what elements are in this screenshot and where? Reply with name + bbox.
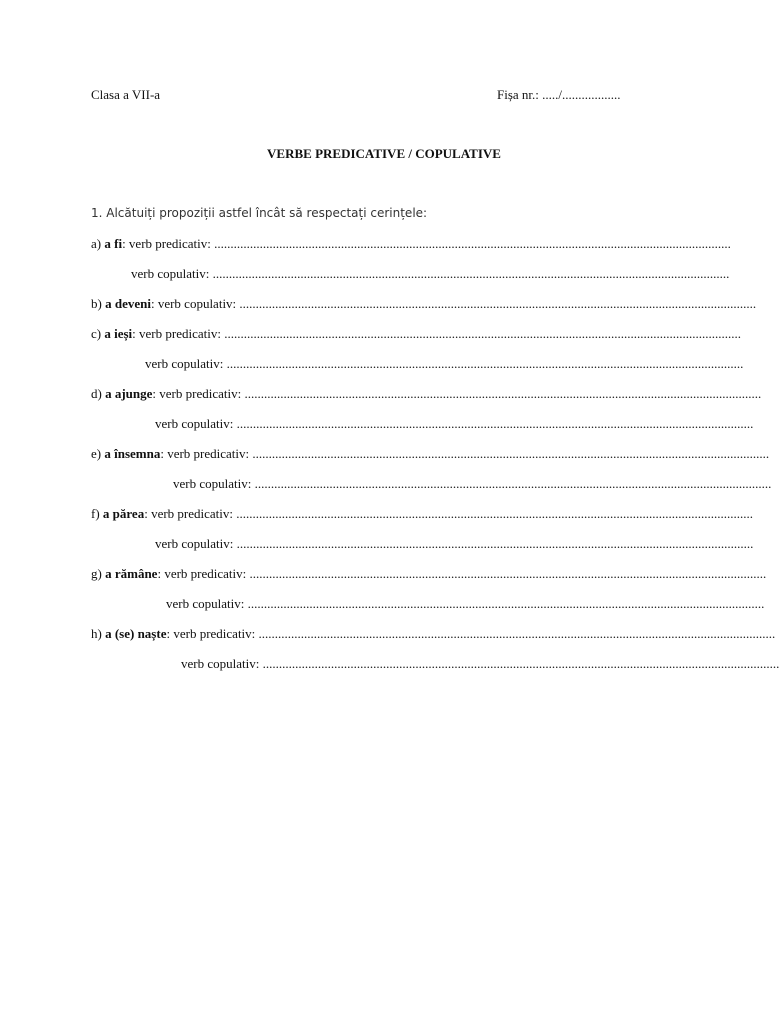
line-label: verb copulativ: bbox=[145, 356, 227, 371]
exercise-instruction: 1. Alcătuiți propoziții astfel încât să respectați cerințele: bbox=[91, 206, 428, 220]
line-label: : verb predicativ: bbox=[160, 446, 253, 461]
line-label: : verb predicativ: bbox=[152, 386, 245, 401]
item-prefix: c) bbox=[91, 326, 105, 341]
answer-dots: ............................................................................................................................................................... bbox=[214, 236, 731, 251]
answer-dots: ............................................................................................................................................................... bbox=[239, 296, 757, 311]
answer-dots: ............................................................................................................................................................... bbox=[236, 416, 754, 431]
sheet-number-label: Fișa nr.: ...../.................. bbox=[497, 87, 621, 102]
answer-line-c-predicativ[interactable] bbox=[91, 326, 741, 342]
item-prefix: g) bbox=[91, 566, 106, 581]
answer-dots: ............................................................................................................................................................... bbox=[254, 476, 772, 491]
answer-dots: ............................................................................................................................................................... bbox=[236, 536, 754, 551]
verb-name: a rămâne bbox=[105, 566, 158, 581]
answer-line-a-predicativ[interactable] bbox=[91, 236, 731, 252]
answer-line-h-copulativ[interactable] bbox=[181, 656, 779, 672]
answer-line-g-copulativ[interactable] bbox=[166, 596, 765, 612]
verb-name: a însemna bbox=[104, 446, 161, 461]
line-label: : verb predicativ: bbox=[144, 506, 237, 521]
answer-dots: ............................................................................................................................................................... bbox=[258, 626, 776, 641]
line-label: : verb predicativ: bbox=[122, 236, 215, 251]
line-label: : verb predicativ: bbox=[166, 626, 259, 641]
answer-dots: ............................................................................................................................................................... bbox=[244, 386, 762, 401]
answer-line-e-copulativ[interactable] bbox=[173, 476, 772, 492]
answer-dots: ............................................................................................................................................................... bbox=[249, 566, 767, 581]
line-label: : verb copulativ: bbox=[150, 296, 240, 311]
class-label: Clasa a VII-a bbox=[91, 87, 161, 102]
item-prefix: d) bbox=[91, 386, 106, 401]
verb-name: a ieși bbox=[104, 326, 133, 341]
item-prefix: e) bbox=[91, 446, 105, 461]
line-label: : verb predicativ: bbox=[132, 326, 225, 341]
answer-line-g-predicativ[interactable] bbox=[91, 566, 767, 582]
line-label: verb copulativ: bbox=[181, 656, 263, 671]
line-label: verb copulativ: bbox=[155, 536, 237, 551]
answer-line-c-copulativ[interactable] bbox=[145, 356, 744, 372]
item-prefix: f) bbox=[91, 506, 103, 521]
worksheet-title: VERBE PREDICATIVE / COPULATIVE bbox=[267, 146, 501, 161]
answer-dots: ............................................................................................................................................................... bbox=[226, 356, 744, 371]
answer-line-b-copulativ[interactable] bbox=[91, 296, 757, 312]
line-label: : verb predicativ: bbox=[157, 566, 250, 581]
answer-line-h-predicativ[interactable] bbox=[91, 626, 776, 642]
item-prefix: b) bbox=[91, 296, 106, 311]
verb-name: a părea bbox=[102, 506, 145, 521]
answer-line-f-predicativ[interactable] bbox=[91, 506, 754, 522]
answer-dots: ............................................................................................................................................................... bbox=[236, 506, 754, 521]
verb-name: a ajunge bbox=[105, 386, 153, 401]
answer-dots: ............................................................................................................................................................... bbox=[252, 446, 770, 461]
answer-line-a-copulativ[interactable] bbox=[131, 266, 730, 282]
answer-line-e-predicativ[interactable] bbox=[91, 446, 770, 462]
answer-line-d-copulativ[interactable] bbox=[155, 416, 754, 432]
answer-line-d-predicativ[interactable] bbox=[91, 386, 762, 402]
line-label: verb copulativ: bbox=[131, 266, 213, 281]
line-label: verb copulativ: bbox=[166, 596, 248, 611]
answer-dots: ............................................................................................................................................................... bbox=[247, 596, 765, 611]
answer-dots: ............................................................................................................................................................... bbox=[212, 266, 730, 281]
item-prefix: a) bbox=[91, 236, 105, 251]
answer-line-f-copulativ[interactable] bbox=[155, 536, 754, 552]
verb-name: a fi bbox=[104, 236, 123, 251]
verb-name: a deveni bbox=[105, 296, 151, 311]
answer-dots: ............................................................................................................................................................... bbox=[262, 656, 779, 671]
line-label: verb copulativ: bbox=[155, 416, 237, 431]
answer-dots: ............................................................................................................................................................... bbox=[224, 326, 741, 341]
line-label: verb copulativ: bbox=[173, 476, 255, 491]
verb-name: a (se) naște bbox=[105, 626, 167, 641]
item-prefix: h) bbox=[91, 626, 106, 641]
